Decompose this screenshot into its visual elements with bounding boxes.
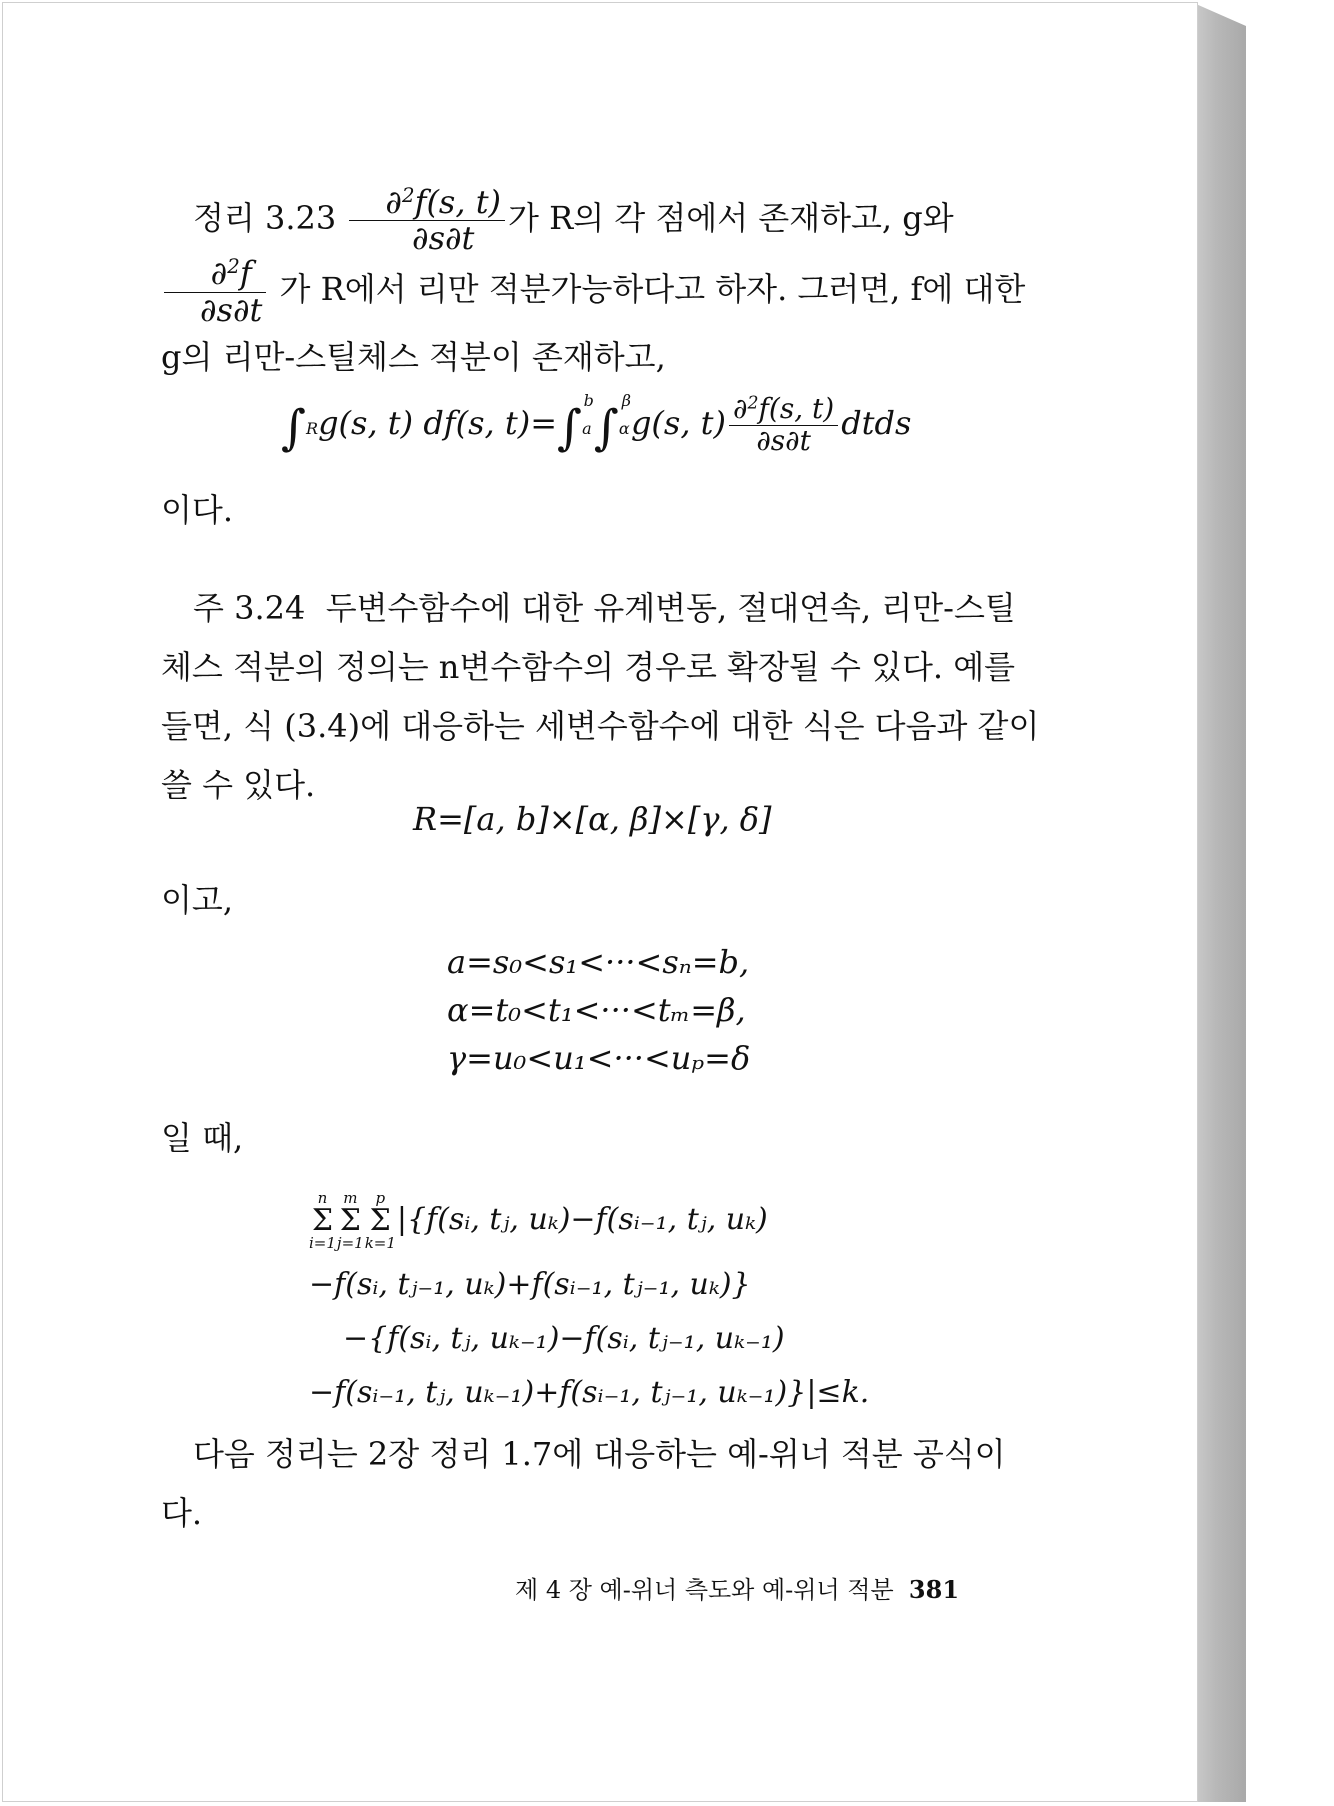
when-text: 일 때,	[161, 1119, 244, 1157]
page-number: 381	[908, 1575, 960, 1604]
partition-t: α=t₀<t₁<···<tₘ=β,	[447, 991, 746, 1029]
remark-3-24-paragraph	[161, 579, 1041, 815]
book-page	[2, 2, 1198, 1802]
mixed-partial-f-fraction: $\frac{\partial^2f}{\partial s\partial t}$	[164, 256, 266, 327]
triple-sum-line-3: −{f(sᵢ, tⱼ, uₖ₋₁)−f(sᵢ, tⱼ₋₁, uₖ₋₁)	[343, 1321, 785, 1356]
and-text: 이고,	[161, 881, 233, 919]
theorem-text-1: 가 R의 각 점에서 존재하고, g와	[508, 199, 954, 238]
partition-u: γ=u₀<u₁<···<uₚ=δ	[447, 1039, 751, 1077]
mixed-partial-fraction: $\frac{\partial^2f(s, t)}{\partial s\partial t}$	[349, 185, 505, 256]
theorem-text-2: 가 R에서 리만 적분가능하다고 하자. 그러면, f에 대한 g의 리만-스틸체스 적분이 존재하고,	[161, 270, 1026, 376]
partition-s: a=s₀<s₁<···<sₙ=b,	[447, 943, 750, 981]
running-head: 제 4 장 예-위너 측도와 예-위너 적분	[515, 1576, 894, 1604]
rectangle-definition: R=[a, b]×[α, β]×[γ, δ]	[413, 800, 772, 838]
triple-sum-line-2: −f(sᵢ, tⱼ₋₁, uₖ)+f(sᵢ₋₁, tⱼ₋₁, uₖ)}	[309, 1267, 751, 1302]
triple-sum-line-1: n Σ i=1 m Σ j=1 p Σ k=1 |{f(sᵢ, tⱼ, uₖ)−f(sᵢ₋₁, tⱼ, uₖ)	[309, 1189, 768, 1252]
next-theorem-intro: 다음 정리는 2장 정리 1.7에 대응하는 예-위너 적분 공식이다.	[161, 1435, 1006, 1532]
theorem-conclusion: 이다.	[161, 491, 233, 529]
page-footer	[515, 1570, 959, 1605]
theorem-3-23-paragraph	[161, 185, 1041, 387]
book-page-edge	[1196, 4, 1246, 1802]
triple-sum-line-4: −f(sᵢ₋₁, tⱼ, uₖ₋₁)+f(sᵢ₋₁, tⱼ₋₁, uₖ₋₁)}|≤k.	[309, 1375, 870, 1410]
remark-text: 두변수함수에 대한 유계변동, 절대연속, 리만-스틸체스 적분의 정의는 n변수함수의 경우로 확장될 수 있다. 예를 들면, 식 (3.4)에 대응하는 세변수함수에 대한 식은 다음과 같이 쓸 수 있다.	[161, 589, 1040, 804]
integral-equation: ∫Rg(s, t) df(s, $t)=\int a^b\int\alpha^\beta g(s$, t) $\frac{\partial^2f(s, t)}{\partial s\partial t}$ dtds	[281, 391, 912, 457]
theorem-label: 정리 3.23	[193, 199, 337, 238]
remark-label: 주 3.24	[193, 589, 306, 627]
